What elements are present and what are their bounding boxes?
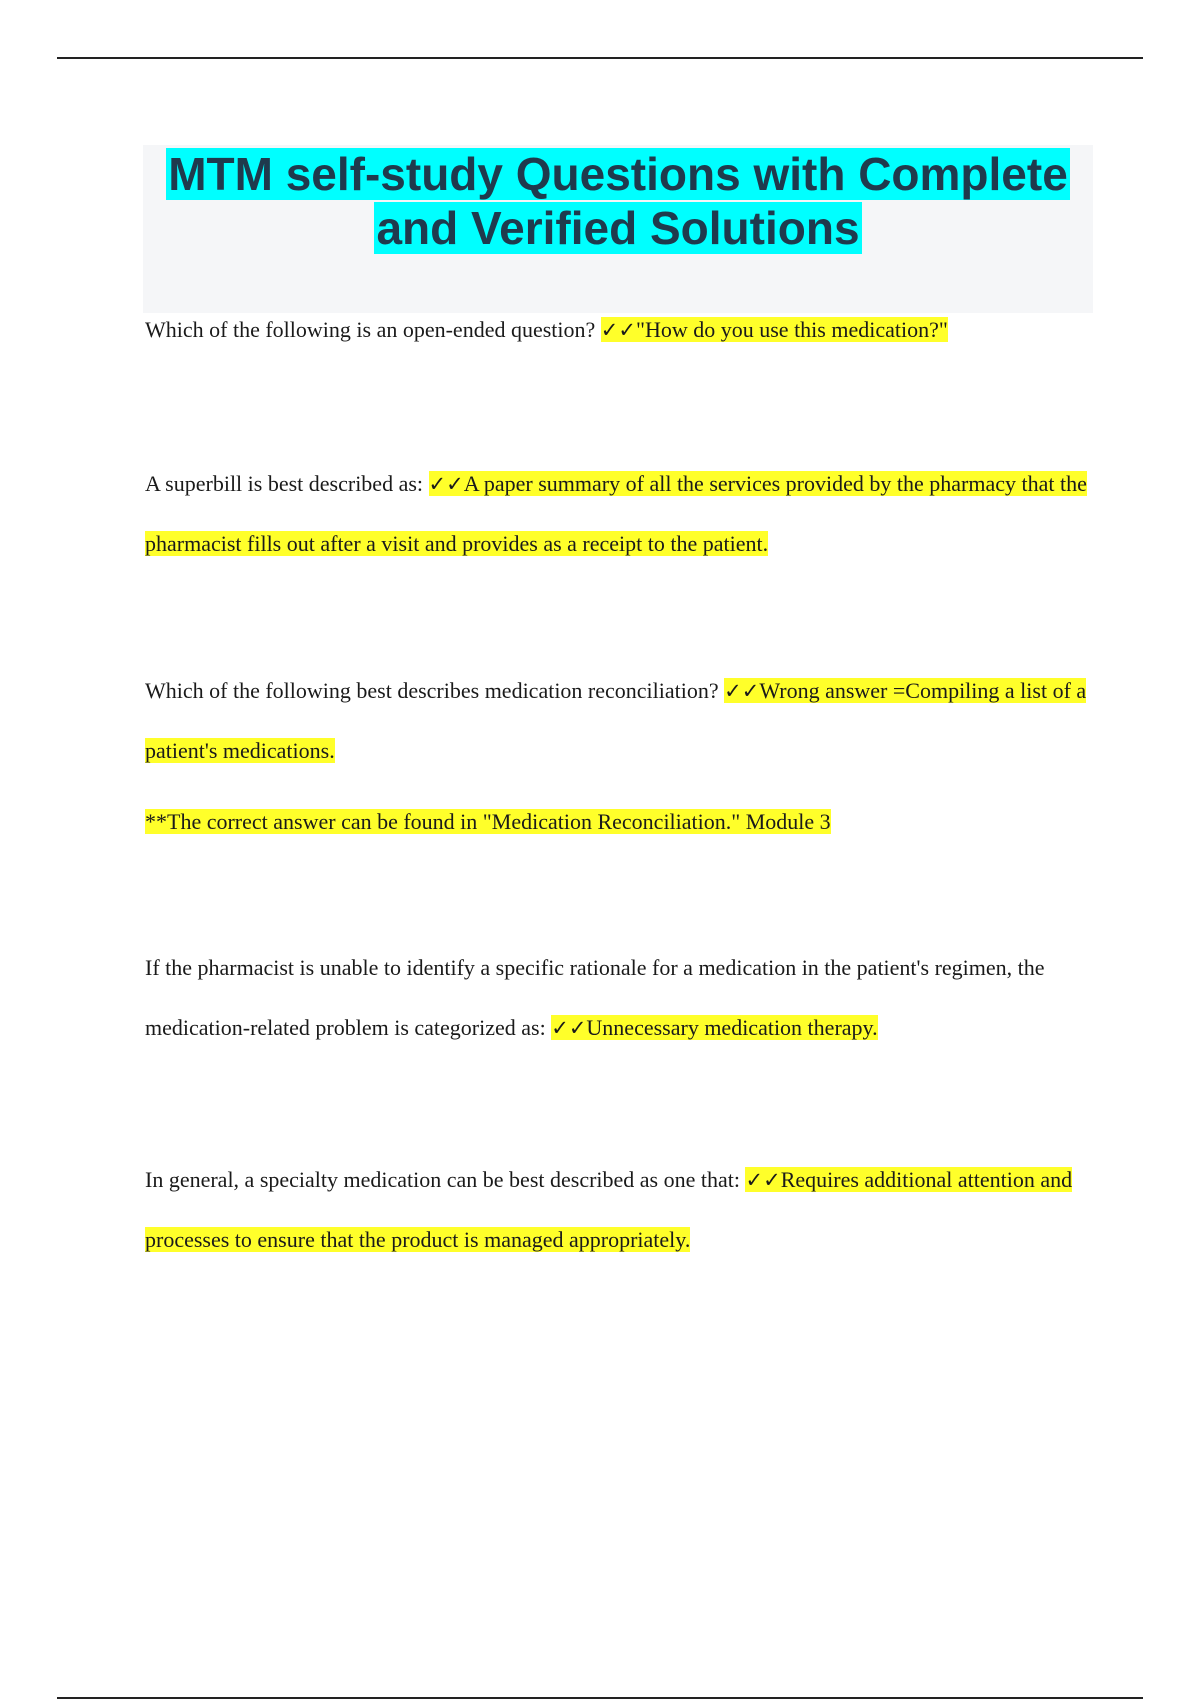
answer-3: Wrong answer =Compiling a list of a patient's medications. [145, 678, 1087, 763]
question-4: If the pharmacist is unable to identify a specific rationale for a medication in the patient's regimen, the medication-related problem is categorized as: [145, 955, 1045, 1040]
note-3: **The correct answer can be found in "Medication Reconciliation." Module 3 [145, 809, 831, 834]
question-1: Which of the following is an open-ended question? [145, 317, 601, 342]
answer-2: A paper summary of all the services provided by the pharmacy that the pharmacist fills out after a visit and provides as a receipt to the patient. [145, 471, 1087, 556]
qa-item-2 [145, 454, 1095, 574]
answer-5: Requires additional attention and processes to ensure that the product is managed appropriately. [145, 1167, 1073, 1252]
check-mark-icon: ✓✓ [745, 1168, 781, 1192]
question-5: In general, a specialty medication can be best described as one that: [145, 1167, 746, 1192]
top-rule [57, 57, 1143, 59]
check-mark-icon: ✓✓ [428, 472, 464, 496]
qa-item-5 [145, 1150, 1095, 1270]
qa-item-4 [145, 938, 1095, 1058]
qa-item-3 [145, 661, 1095, 781]
answer-4-highlight [551, 1015, 877, 1040]
answer-1: "How do you use this medication?" [635, 317, 948, 342]
bottom-rule [57, 1697, 1143, 1699]
answer-1-highlight [601, 317, 948, 342]
answer-4: Unnecessary medication therapy. [586, 1015, 878, 1040]
check-mark-icon: ✓✓ [551, 1016, 587, 1040]
document-title-text: MTM self-study Questions with Complete and Verified Solutions [168, 148, 1068, 254]
document-title [143, 147, 1093, 255]
question-3: Which of the following best describes medication reconciliation? [145, 678, 725, 703]
check-mark-icon: ✓✓ [600, 318, 636, 342]
check-mark-icon: ✓✓ [724, 679, 760, 703]
qa-item-1 [145, 300, 1095, 360]
question-2: A superbill is best described as: [145, 471, 429, 496]
qa-item-3-note [145, 804, 1095, 840]
